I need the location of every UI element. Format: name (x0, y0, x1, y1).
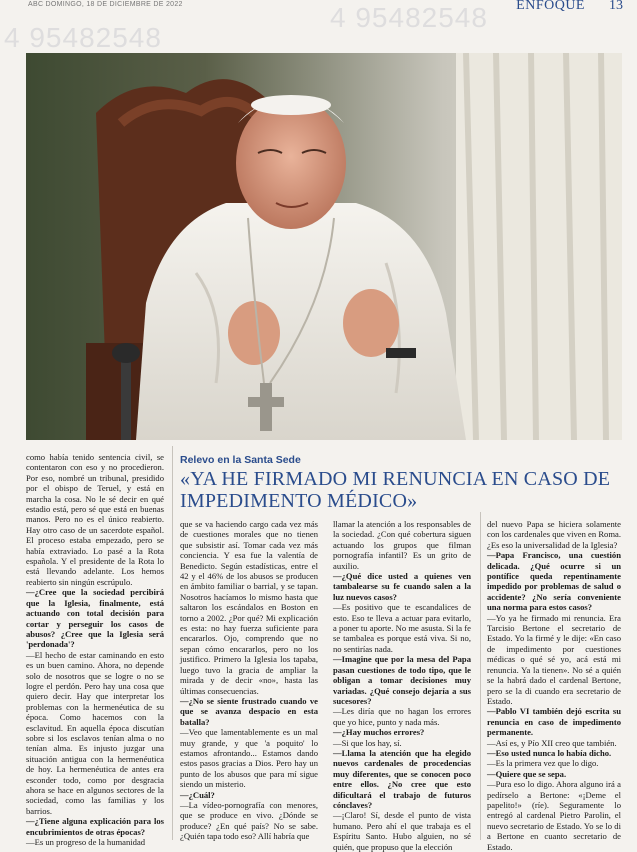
interview-answer: —Es un progreso de la humanidad (26, 837, 146, 848)
article-headline: «YA HE FIRMADO MI RENUNCIA EN CASO DE IMPEDIMENTO MÉDICO» (180, 468, 611, 512)
interview-answer: —Les diría que no hagan los errores que yo hice, punto y nada más. (333, 706, 471, 727)
interview-question: —¿Qué dice usted a quienes ven tambalearse su fe cuando salen a la luz nuevos casos? (333, 571, 471, 602)
interview-question: —¿No se siente frustrado cuando ve que se avanza despacio en esta batalla? (180, 695, 318, 727)
interview-answer: como había tenido sentencia civil, se contentaron con eso y no procedieron. Por eso, nombré un tribunal, presidido por el obispo de Teruel, y está en marcha la cosa. No le sé decir en qué estadio está, pero sé que está en buenas manos. Pero no es el único reabierto. Hay otro caso de un sacerdote español. El proceso estaba empezado, pero se había extraviado. Lo pasé a la Rota española. Y el presidente de la Rota lo está llevando adelante. Los hemos reabierto sin ningún escrúpulo. (26, 452, 164, 587)
column-rule-2 (480, 512, 481, 840)
article-column-2 (180, 519, 318, 842)
article-kicker: Relevo en la Santa Sede (180, 454, 301, 466)
column-rule-1 (172, 446, 173, 840)
interview-answer: —¡Claro! Sí, desde el punto de vista humano. Pero ahí el que trabaja es el Espíritu Santo. Hubo alguien, no sé quién, que propuso que la elección (333, 810, 471, 852)
interview-answer: —La vídeo-pornografía con menores, que se produce en vivo. ¿Dónde se produce? ¿En qué país? No se sabe. ¿Quién tapa todo eso? Allí habría que (180, 799, 318, 842)
watermark-left: 4 95482548 (4, 22, 162, 53)
interview-question: —¿Cuál? (180, 789, 215, 800)
interview-answer: —Pura eso lo digo. Ahora alguno irá a pedírselo a Bertone: «¡Deme el papelito!» (ríe). Seguramente lo entregó al cardenal Pietro Parolin, el nuevo secretario de Estado. Yo se lo di a Bertone en cuanto secretario de Estado. (487, 779, 621, 852)
interview-question: —¿Hay muchos errores? (333, 727, 425, 738)
article-column-3 (333, 519, 471, 852)
interview-answer: —El hecho de estar caminando en esto es un buen camino. Ahora, no depende solo de nosotros que se logre o no se logre el perdón. Pero hay una cosa que quiero decir. Hay que interpretar los problemas con la hermenéutica de su época. Como hacemos con la esclavitud. En aquella época discutían sobre si los esclavos tenían alma o no tenían alma. Es injusto juzgar una situación antigua con la hermenéutica de hoy. La hermenéutica de antes era esconder todo, como por desgracia ahora se hace en algunos sectores de la sociedad, como las familias y los barrios. (26, 649, 164, 816)
section-name: ENFOQUE (516, 0, 585, 13)
interview-answer: del nuevo Papa se hiciera solamente con los cardenales que viven en Roma. ¿Es eso la universalidad de la Iglesia? (487, 519, 621, 550)
watermark-top: 4 95482548 (330, 2, 488, 33)
page-number: 13 (609, 0, 623, 13)
interview-question: —Pablo VI también dejó escrita su renuncia en caso de impedimento permanente. (487, 706, 621, 738)
interview-question: —¿Cree que la sociedad percibirá que la Iglesia, finalmente, está actuando con total decisión para cortar y perseguir los casos de abusos? ¿Cree que la Iglesia será 'perdonada'? (26, 587, 164, 650)
interview-answer: llamar la atención a los responsables de la sociedad. ¿Con qué cobertura siguen actuando los grupos que filman pornografía infantil? Es un grito de auxilio. (333, 519, 471, 571)
photo-illustration (26, 53, 622, 440)
interview-answer: —Es la primera vez que lo digo. (487, 758, 599, 769)
article-column-1 (26, 452, 164, 847)
newspaper-dateline: ABC DOMINGO, 18 DE DICIEMBRE DE 2022 (28, 1, 183, 8)
pope-photo (26, 53, 622, 440)
interview-answer: —Veo que lamentablemente es un mal muy grande, y que 'a poquito' lo estamos afrontando... Estamos dando estos pasos gracias a Dios. Pero hay un punto de los abusos que para mí sigue siendo un misterio. (180, 727, 318, 790)
interview-question: —Imagine que por la mesa del Papa pasan cuestiones de todo tipo, que le obligan a tomar decisiones muy variadas. ¿Qué consejo dejaría a sus sucesores? (333, 654, 471, 706)
interview-question: —Quiere que se sepa. (487, 768, 567, 779)
page-header (0, 0, 637, 16)
interview-question: —Llama la atención que ha elegido nuevos cardenales de procedencias muy diferentes, que se conocen poco entre ellos. ¿No cree que esto dificultará el trabajo de futuros cónclaves? (333, 747, 471, 810)
article-column-4 (487, 519, 621, 852)
interview-answer: —Así es, y Pío XII creo que también. (487, 737, 617, 748)
interview-answer: —Si que los hay, sí. (333, 737, 402, 748)
interview-answer: que se va haciendo cargo cada vez más de cuestiones morales que no tienen que subsistir así. Tomar cada vez más conciencia. Y esa fue la valentía de Benedicto. Según estadísticas, entre el 42 y el 46% de los abusos se producen en ámbito familiar o barrial, y se tapan. Nosotros hacíamos lo mismo hasta que saltaron los escándalos en Boston en torno a 2002. ¿Por qué? Mi explicación es esta: no hay fuerza suficiente para encararlos. Ojo, comprendo que no sepan cómo encararlos, pero no los justifico. Primero la Iglesia los tapaba, luego tuvo la gracia de ampliar la mirada y de decir «no», hasta las últimas consecuencias. (180, 519, 318, 696)
interview-question: —Papa Francisco, una cuestión delicada. ¿Qué ocurre si un pontífice queda repentinamente impedido por problemas de salud o accidente? ¿No sería conveniente una norma para estos casos? (487, 550, 621, 613)
interview-question: —¿Tiene alguna explicación para los encubrimientos de otras épocas? (26, 816, 164, 837)
interview-answer: —Es positivo que te escandalices de esto. Eso te lleva a actuar para evitarlo, a poner tu aporte. No me asusta. Si la fe se tambalea es porque está viva. Si no, no sentirías nada. (333, 602, 471, 654)
interview-answer: —Yo ya he firmado mi renuncia. Era Tarcisio Bertone el secretario de Estado. Yo la firmé y le dije: «En caso de impedimento por cuestiones médicas o qué sé yo, acá está mi renuncia. Ya la tienen». No sé a quién se la habrá dado el cardenal Bertone, pero se la di cuando era secretario de Estado. (487, 612, 621, 706)
interview-question: —Eso usted nunca lo había dicho. (487, 747, 612, 758)
